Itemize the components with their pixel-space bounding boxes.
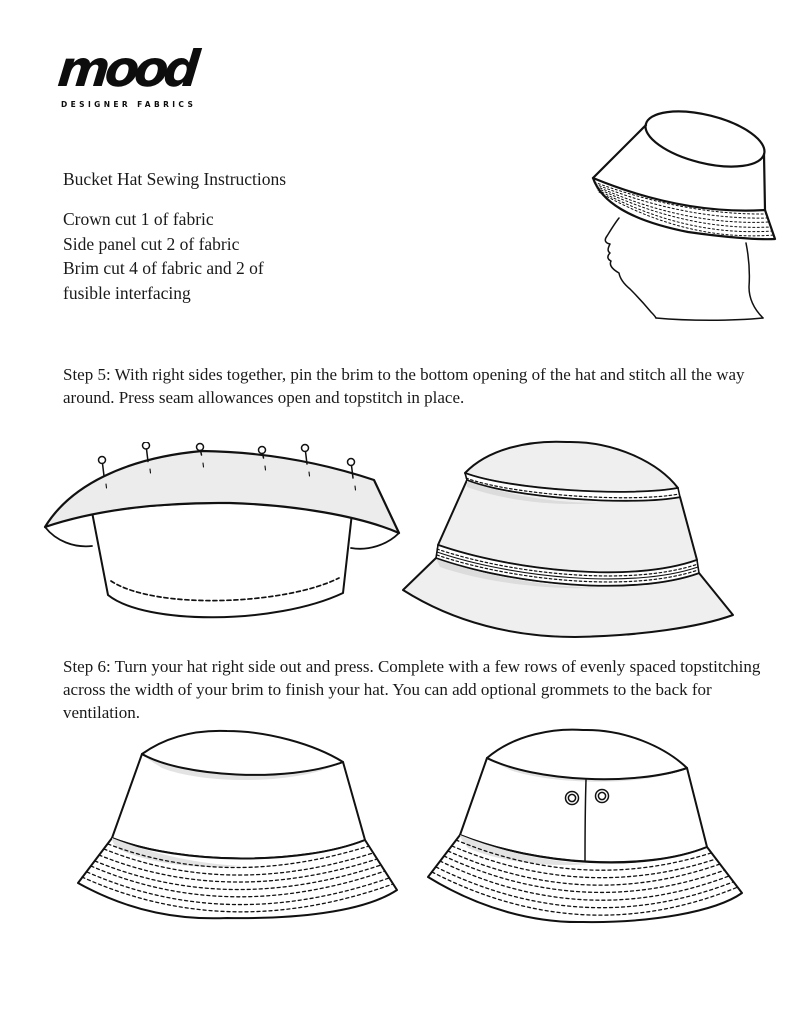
topstitched-seams-illustration xyxy=(400,435,770,650)
cutting-line: Brim cut 4 of fabric and 2 of xyxy=(63,258,264,278)
finished-hat-back-illustration xyxy=(420,722,780,950)
cutting-line: Side panel cut 2 of fabric xyxy=(63,233,240,254)
cutting-line: Crown cut 1 of fabric xyxy=(63,209,214,229)
brim-pinned-illustration xyxy=(30,442,408,640)
logo-tagline: DESIGNER FABRICS xyxy=(61,100,197,109)
cutting-instructions xyxy=(63,207,264,305)
logo-wordmark: mood xyxy=(54,40,198,98)
mood-logo xyxy=(54,40,198,109)
finished-hat-front-illustration xyxy=(62,728,402,940)
step-6-text: Step 6: Turn your hat right side out and press. Complete with a few rows of evenly spaced topstitching across the width of your brim to finish your hat. You can add optional grommets to the back for ventilation. xyxy=(63,657,761,722)
step-5-text: Step 5: With right sides together, pin the brim to the bottom opening of the hat and stitch all the way around. Press seam allowances open and topstitch in place. xyxy=(63,365,745,407)
hat-on-head-illustration xyxy=(583,103,795,328)
page-title: Bucket Hat Sewing Instructions xyxy=(63,169,287,189)
cutting-line: fusible interfacing xyxy=(63,282,191,303)
